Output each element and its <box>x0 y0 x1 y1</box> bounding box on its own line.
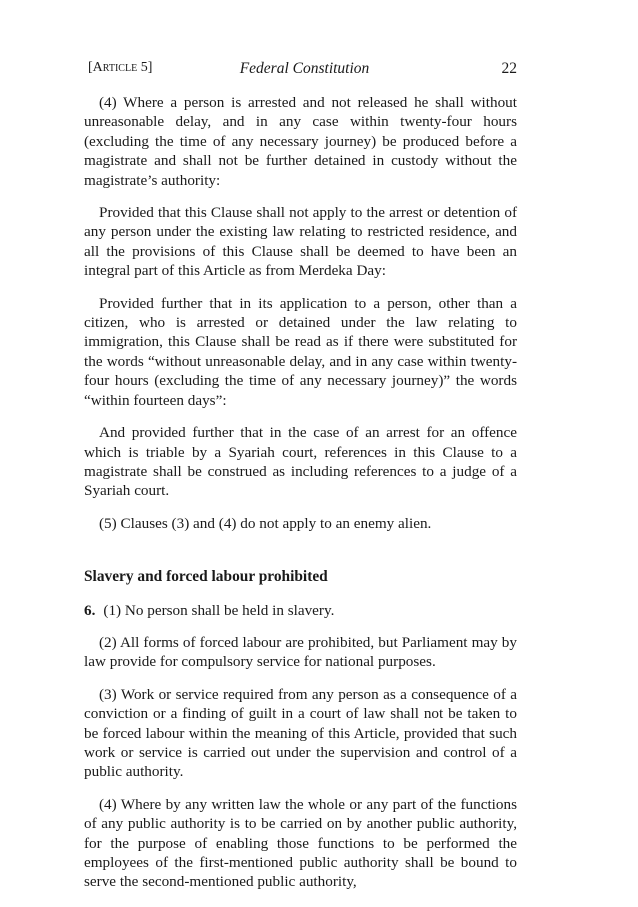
proviso-paragraph-2: Provided further that in its application to a person, other than a citizen, who is arrested or detained under the law relating to immigration, this Clause shall be read as if there were substituted for the words “without unreasonable delay, and in any case within twenty-four hours (excluding the time of any necessary journey)” the words “within fourteen days”: <box>84 294 517 409</box>
article-6-clause-1 <box>84 601 517 620</box>
clause-1-text: (1) No person shall be held in slavery. <box>103 601 335 619</box>
article-word: Article <box>92 60 138 75</box>
section-heading: Slavery and forced labour prohibited <box>84 568 328 586</box>
document-title: Federal Constitution <box>239 60 370 77</box>
proviso-paragraph-3: And provided further that in the case of an arrest for an offence which is triable by a Syariah court, references in this Clause to a magistrate shall be construed as including references to a judge of a Syariah court. <box>84 424 517 500</box>
clause-4-paragraph: (4) Where a person is arrested and not released he shall without unreasonable delay, and in any case within twenty-four hours (excluding the time of any necessary journey) be produced before a magistrate and shall not be further detained in custody without the magistrate’s authority: <box>84 94 517 189</box>
document-body <box>84 93 517 892</box>
article-6-clause-2: (2) All forms of forced labour are prohibited, but Parliament may by law provide for compulsory service for national purposes. <box>84 633 517 671</box>
page-number: 22 <box>501 60 517 77</box>
article-number: 5] <box>137 60 153 75</box>
bracket-open: [ <box>88 60 93 75</box>
clause-5-paragraph: (5) Clauses (3) and (4) do not apply to an enemy alien. <box>99 514 432 532</box>
proviso-paragraph-1: Provided that this Clause shall not apply to the arrest or detention of any person under the existing law relating to restricted residence, and all the provisions of this Clause shall be deemed to have been an integral part of this Article as from Merdeka Day: <box>84 204 517 280</box>
article-number-6: 6. <box>84 601 96 619</box>
article-6-clause-3: (3) Work or service required from any person as a consequence of a conviction or a finding of guilt in a court of law shall not be taken to be forced labour within the meaning of this Article, provided that such work or service is carried out under the supervision and control of a public authority. <box>84 685 517 781</box>
running-header <box>84 60 517 82</box>
article-6-clause-4: (4) Where by any written law the whole or any part of the functions of any public authority is to be carried on by another public authority, for the purpose of enabling those functions to be performed the employees of the first-mentioned public authority shall be bound to serve the second-mentioned public authority, <box>84 795 517 891</box>
